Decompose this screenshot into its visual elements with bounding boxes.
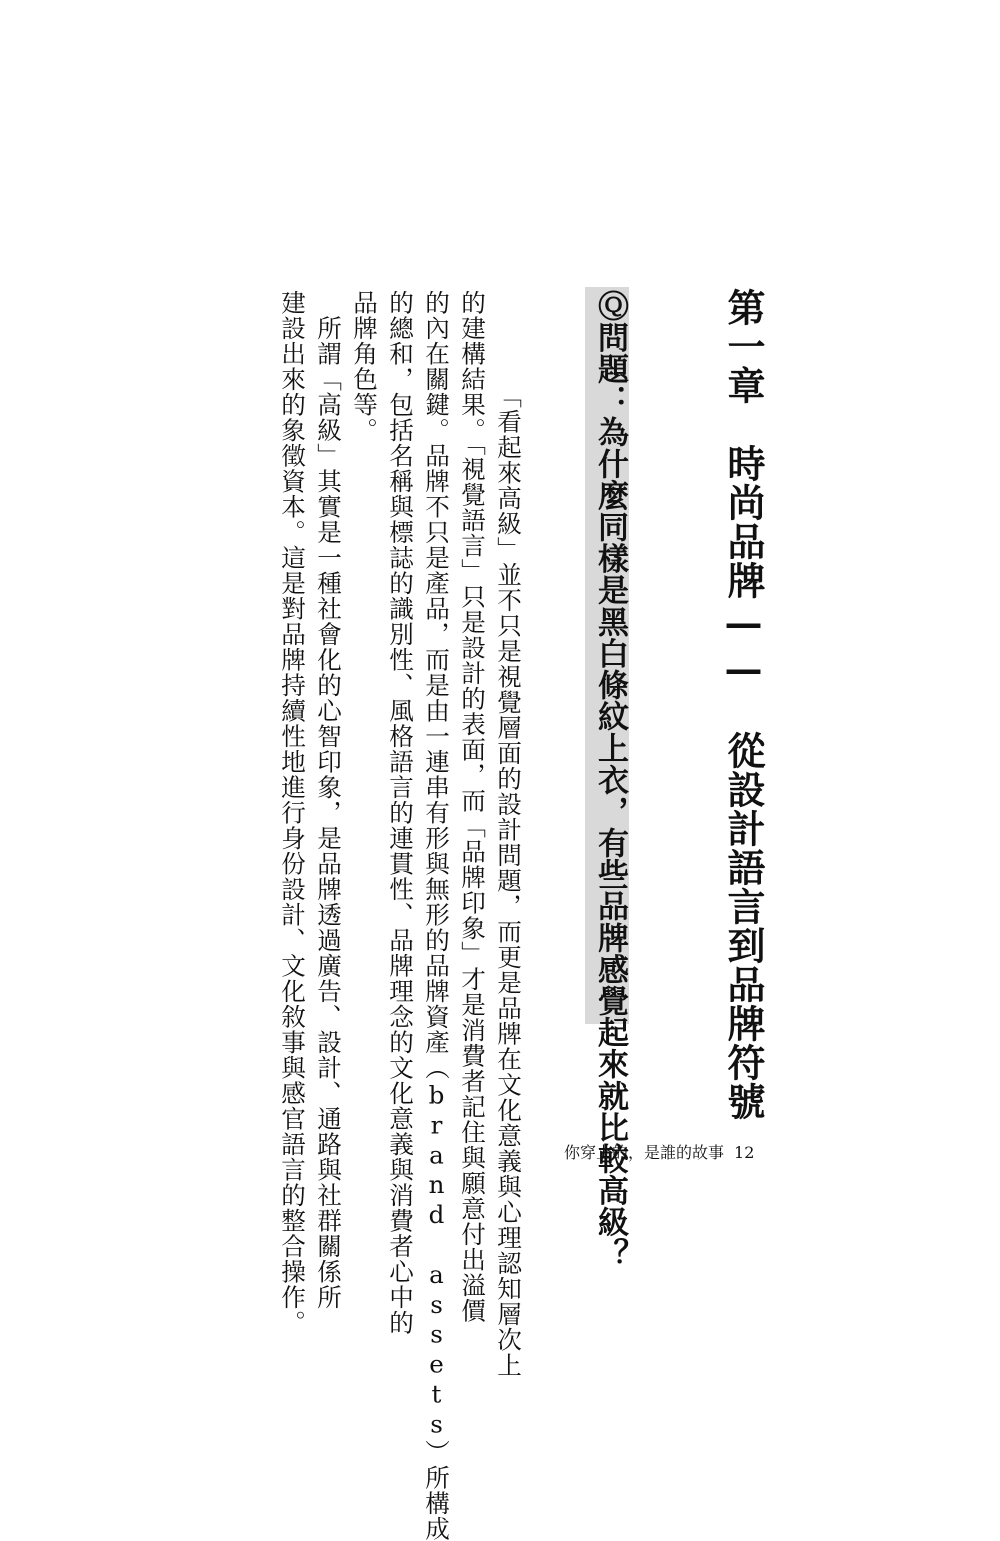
body-line-5: 品牌角色等。 [350,290,379,443]
page-footer [564,1140,754,1163]
body-line-2: 的建構結果。「視覺語言」只是設計的表面，而「品牌印象」才是消費者記住與願意付出溢價 [458,290,487,1324]
question-heading: Ⓠ問題：為什麼同樣是黑白條紋上衣，有些品牌感覺起來就比較高級？ [592,290,628,1270]
running-title: 你穿上的，是誰的故事 [564,1143,725,1162]
body-line-4: 的總和，包括名稱與標誌的識別性、風格語言的連貫性、品牌理念的文化意義與消費者心中的 [386,290,415,1336]
page-number: 12 [734,1143,755,1162]
chapter-title: 第一章 時尚品牌—— 從設計語言到品牌符號 [721,288,766,1121]
body-line-1: 「看起來高級」並不只是視覺層面的設計問題，而更是品牌在文化意義與心理認知層次上 [494,370,523,1378]
body-line-6: 所謂「高級」其實是一種社會化的心智印象，是品牌透過廣告、設計、通路與社群關係所 [314,290,343,1310]
body-line-3: 的內在關鍵。品牌不只是產品，而是由一連串有形與無形的品牌資產（brand assets）所構成 [422,290,451,1541]
body-line-7: 建設出來的象徵資本。這是對品牌持續性地進行身份設計、文化敘事與感官語言的整合操作。 [278,290,307,1336]
